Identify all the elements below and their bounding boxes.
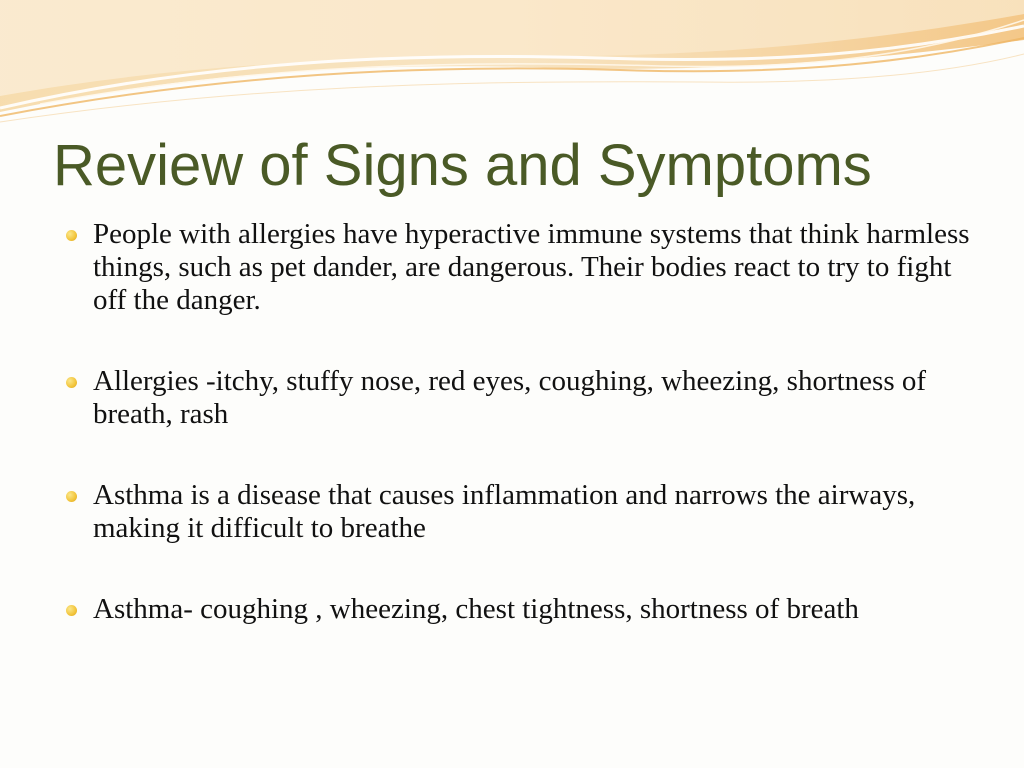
bullet-item bbox=[66, 218, 976, 317]
bullet-list bbox=[66, 218, 976, 626]
bullet-text: Allergies -itchy, stuffy nose, red eyes, coughing, wheezing, shortness of breath, rash bbox=[93, 365, 927, 430]
bullet-text: Asthma is a disease that causes inflammation and narrows the airways, making it difficult to breathe bbox=[93, 479, 916, 544]
bullet-item bbox=[66, 365, 976, 431]
bullet-dot-icon bbox=[66, 377, 77, 388]
bullet-item bbox=[66, 479, 976, 545]
bullet-item bbox=[66, 593, 976, 626]
bullet-dot-icon bbox=[66, 605, 77, 616]
bullet-text: Asthma- coughing , wheezing, chest tightness, shortness of breath bbox=[93, 593, 859, 625]
bullet-text: People with allergies have hyperactive immune systems that think harmless things, such as pet dander, are dangerous. Their bodies react to try to fight off the danger. bbox=[93, 218, 970, 316]
decorative-wave-header bbox=[0, 0, 1024, 130]
bullet-dot-icon bbox=[66, 491, 77, 502]
slide-title: Review of Signs and Symptoms bbox=[53, 133, 872, 198]
bullet-dot-icon bbox=[66, 230, 77, 241]
